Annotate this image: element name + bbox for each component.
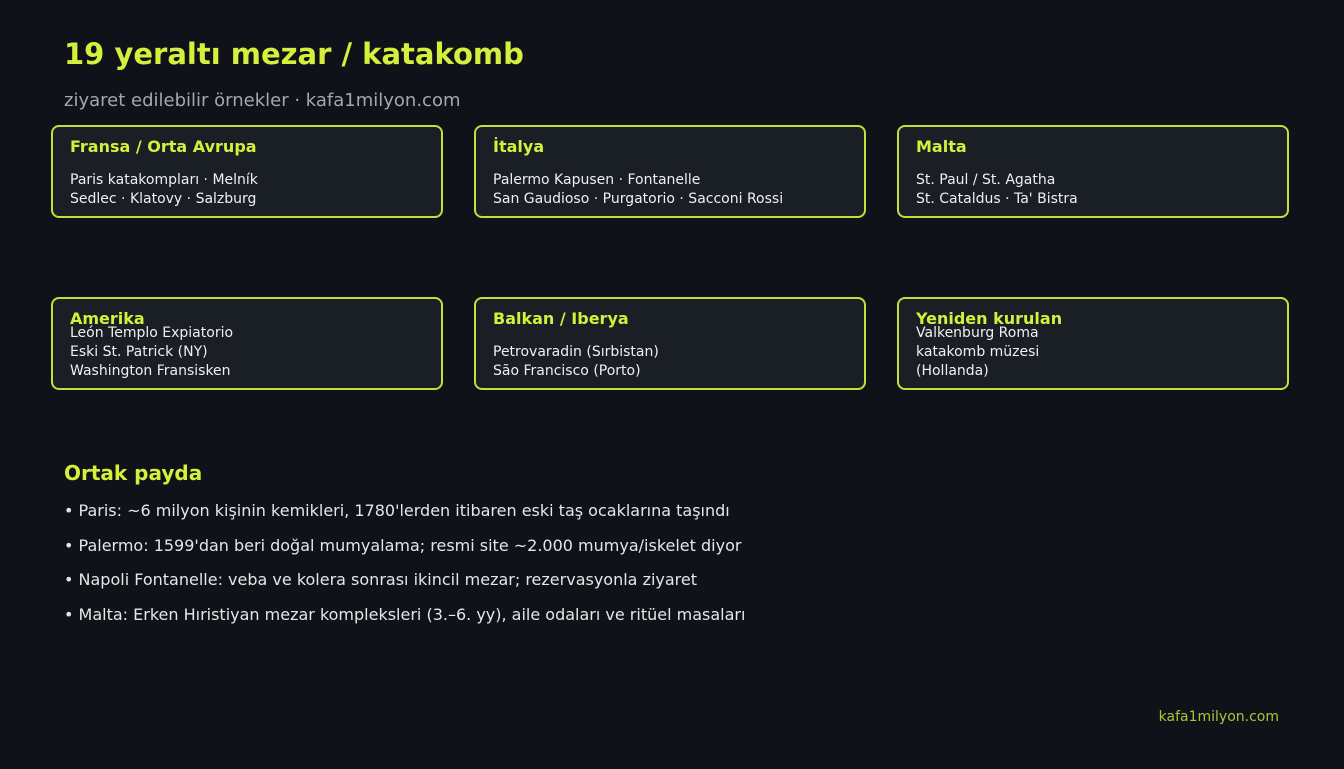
card-malta [897, 125, 1289, 218]
card-title: Malta [916, 137, 967, 156]
card-title: İtalya [493, 137, 545, 156]
card-body [70, 171, 258, 209]
card-amerika [51, 297, 443, 390]
card-line: Palermo Kapusen · Fontanelle [493, 172, 701, 188]
card-italya [474, 125, 866, 218]
card-yeniden-kurulan [897, 297, 1289, 390]
card-line: Paris katakompları · Melník [70, 172, 258, 188]
bullet-item: • Malta: Erken Hıristiyan mezar kompleksleri (3.–6. yy), aile odaları ve ritüel masaları [64, 604, 746, 624]
section-title-ortak-payda: Ortak payda [64, 461, 203, 485]
bullet-item: • Paris: ~6 milyon kişinin kemikleri, 1780'lerden itibaren eski taş ocaklarına taşındı [64, 501, 730, 520]
card-line: Washington Fransisken [70, 363, 231, 379]
card-line: katakomb müzesi [916, 344, 1040, 360]
card-title: Yeniden kurulan [916, 309, 1063, 328]
card-line: Eski St. Patrick (NY) [70, 344, 208, 360]
card-body [916, 171, 1078, 209]
bullet-item: • Napoli Fontanelle: veba ve kolera sonrası ikincil mezar; rezervasyonla ziyaret [64, 570, 698, 589]
card-line: Sedlec · Klatovy · Salzburg [70, 191, 257, 207]
card-line: (Hollanda) [916, 363, 989, 379]
card-line: St. Cataldus · Ta' Bistra [916, 191, 1078, 207]
card-balkan-iberya [474, 297, 866, 390]
card-body [493, 343, 659, 381]
card-title: Amerika [70, 309, 145, 328]
card-line: León Templo Expiatorio [70, 325, 234, 341]
card-title: Fransa / Orta Avrupa [70, 137, 257, 156]
card-line: San Gaudioso · Purgatorio · Sacconi Rossi [493, 191, 784, 207]
bullet-list [64, 500, 745, 638]
card-line: São Francisco (Porto) [493, 363, 641, 379]
card-title: Balkan / Iberya [493, 309, 629, 328]
card-body [916, 324, 1039, 381]
card-line: Valkenburg Roma [916, 325, 1039, 341]
footer-brand: kafa1milyon.com [1158, 709, 1279, 725]
page-subtitle: ziyaret edilebilir örnekler · kafa1milyon.com [64, 90, 461, 111]
card-fransa-orta-avrupa [51, 125, 443, 218]
card-line: St. Paul / St. Agatha [916, 172, 1056, 188]
card-line: Petrovaradin (Sırbistan) [493, 344, 659, 360]
page-title: 19 yeraltı mezar / katakomb [64, 37, 524, 71]
card-body [493, 171, 783, 209]
bullet-item: • Palermo: 1599'dan beri doğal mumyalama; resmi site ~2.000 mumya/iskelet diyor [64, 535, 742, 555]
card-body [70, 324, 233, 381]
